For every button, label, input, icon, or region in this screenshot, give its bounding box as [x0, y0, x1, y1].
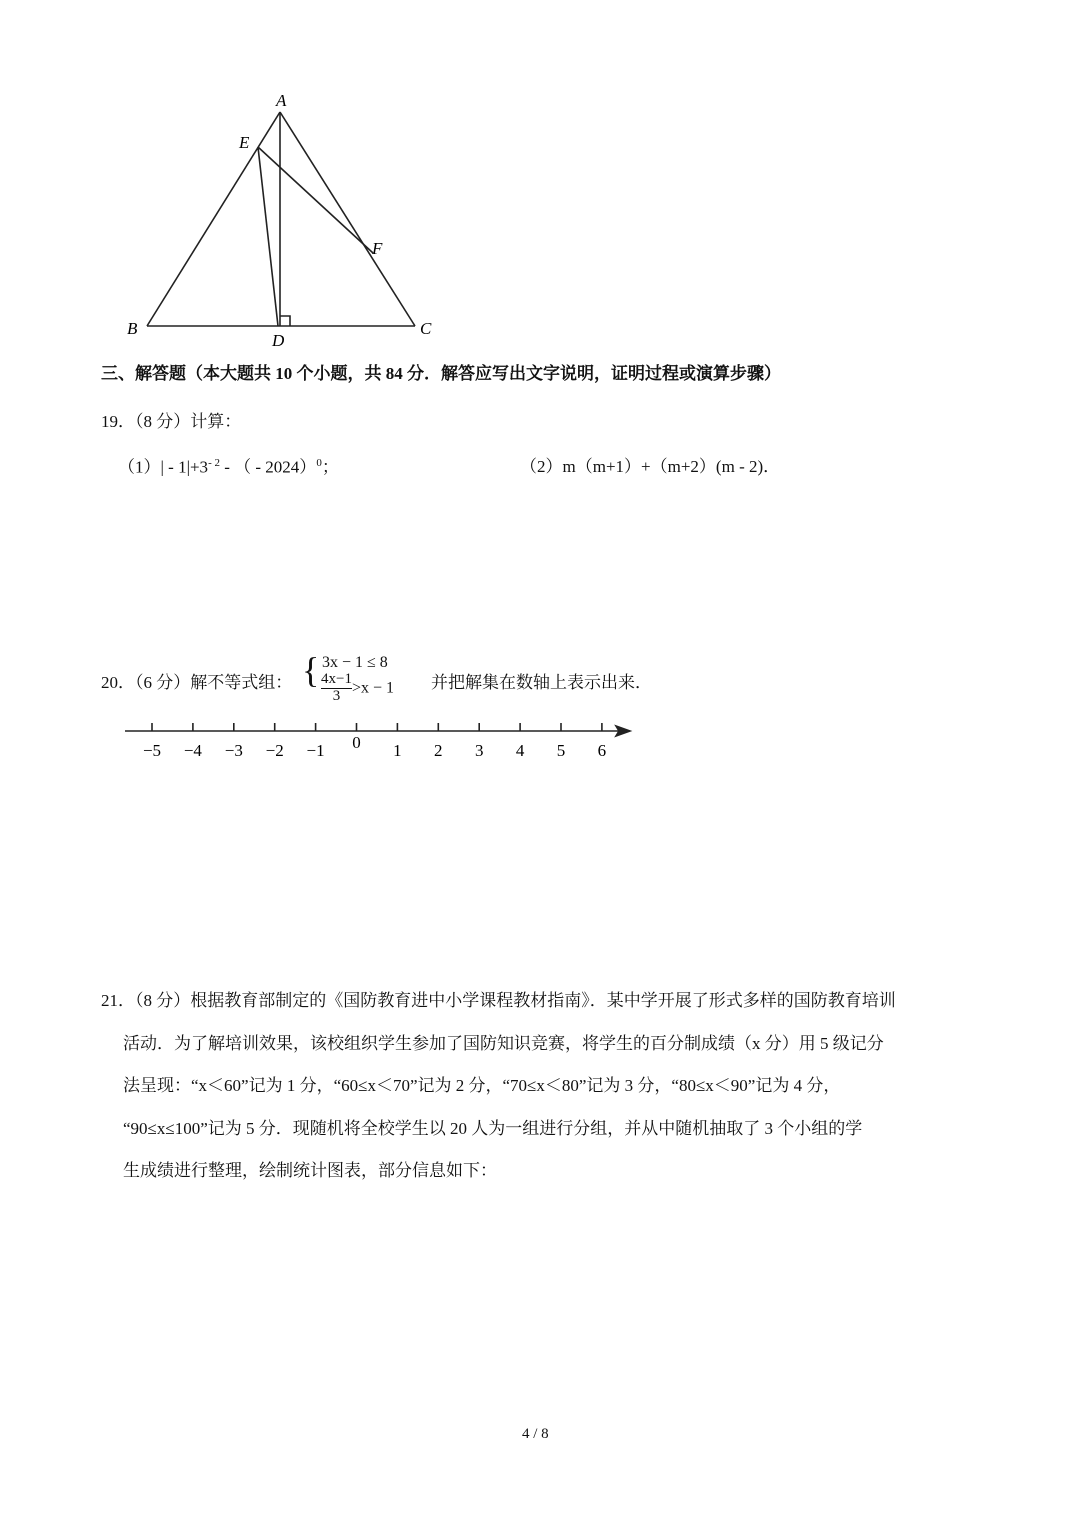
tick-label: −3	[224, 741, 243, 760]
label-d: D	[272, 331, 285, 350]
number-line	[125, 723, 630, 736]
q20-title: 20．（6 分）解不等式组：	[101, 673, 293, 692]
label-a: A	[276, 91, 287, 110]
segment-ab	[147, 112, 280, 326]
inequality-2: $\frac{4x-1}{3}$ >x − 1	[321, 671, 395, 704]
q19-part2: （2）m（m+1）+（m+2）(m - 2)．	[520, 457, 781, 476]
q19-part1: $(1)| - 1|+3^{- 2}$ - （ - 2024）$^0$；	[118, 457, 339, 477]
tick-label: 1	[393, 741, 402, 760]
tick-label: 3	[474, 741, 484, 760]
tick-label: −2	[265, 741, 284, 760]
label-c: C	[420, 319, 432, 338]
q20-instruction: 并把解集在数轴上表示出来．	[431, 673, 652, 692]
label-b: B	[127, 319, 138, 338]
tick-label: 2	[434, 741, 443, 760]
tick-label: −5	[142, 741, 162, 760]
tick-label: 4	[515, 741, 525, 760]
inequality-1: 3x − 1 ≤ 8	[322, 654, 388, 671]
brace: {	[302, 650, 320, 690]
segment-ed	[258, 147, 278, 326]
tick-label: −1	[306, 741, 325, 760]
q19-title: 19．（8 分）计算：	[101, 412, 242, 431]
q21-line: 活动．为了解培训效果，该校组织学生参加了国防知识竞赛，将学生的百分制成绩（x 分）用 5 级记分	[123, 1033, 884, 1053]
segment-ac	[280, 112, 415, 326]
q21-line: 21．（8 分）根据教育部制定的《国防教育进中小学课程教材指南》．某中学开展了形式多样的国防教育培训	[101, 991, 896, 1010]
segment-ef	[258, 147, 373, 253]
label-f: F	[372, 239, 383, 258]
tick-label: −4	[183, 741, 202, 760]
right-angle-mark	[280, 316, 290, 326]
tick-label: 6	[597, 741, 607, 760]
page-number: 4 / 8	[522, 1426, 549, 1442]
section-heading: 三、解答题（本大题共 10 个小题，共 84 分．解答应写出文字说明，证明过程或演算步骤）	[101, 364, 781, 383]
tick-label: 5	[556, 741, 566, 760]
label-e: E	[239, 133, 250, 152]
tick-label: 0	[352, 733, 361, 752]
q21-line: “90≤x≤100”记为 5 分．现随机将全校学生以 20 人为一组进行分组，并从中随机抽取了 3 个小组的学	[123, 1118, 863, 1138]
q21-line: 生成绩进行整理，绘制统计图表，部分信息如下：	[123, 1161, 497, 1180]
q21-line: 法呈现：“x＜60”记为 1 分，“60≤x＜70”记为 2 分，“70≤x＜80”记为 3 分，“80≤x＜90”记为 4 分，	[123, 1076, 841, 1095]
